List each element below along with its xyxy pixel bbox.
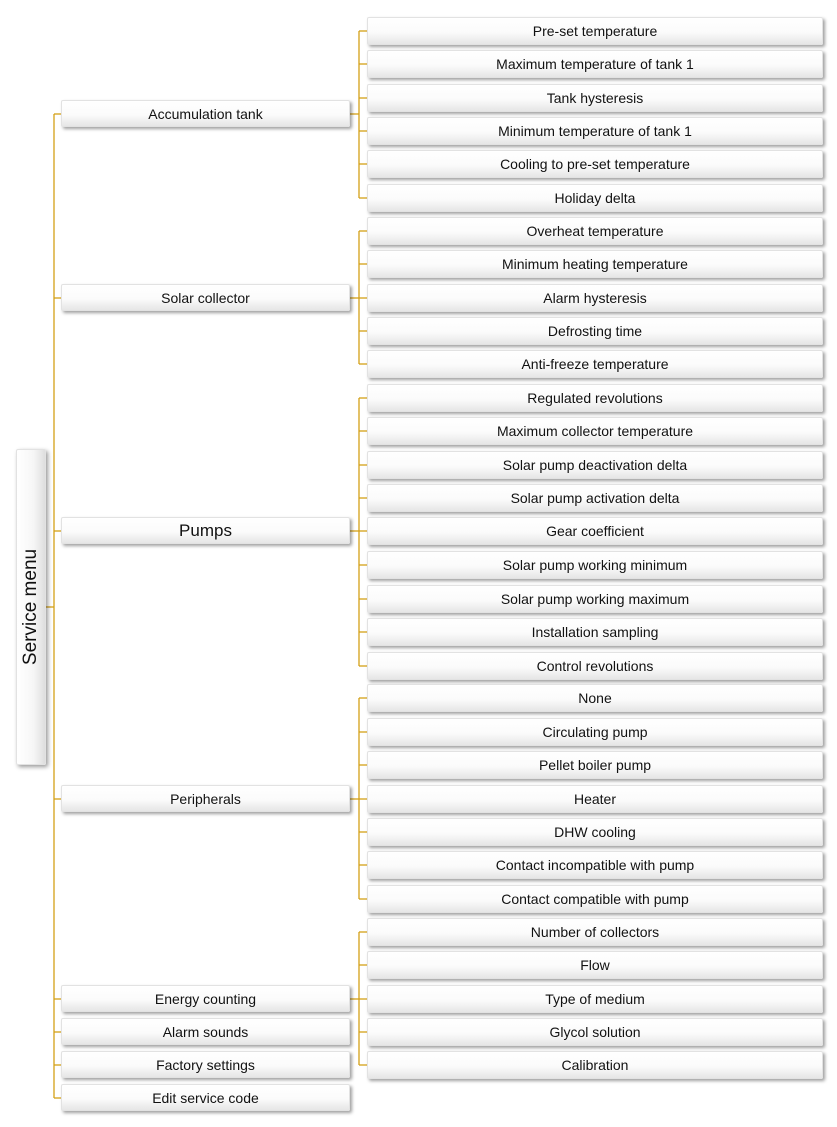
menu-node-factory-settings[interactable] [61,1051,350,1078]
leaf-label: Cooling to pre-set temperature [500,156,690,172]
menu-label: Factory settings [156,1056,255,1073]
leaf-label: Solar pump activation delta [510,490,680,506]
menu-label: Solar collector [161,289,250,306]
leaf-glycol-solution[interactable] [367,1018,823,1046]
menu-label: Accumulation tank [148,105,263,122]
menu-node-edit-service-code[interactable] [61,1084,350,1111]
leaf-alarm-hysteresis[interactable] [367,284,823,312]
leaf-circulating-pump[interactable] [367,718,823,746]
leaf-label: Glycol solution [549,1024,641,1040]
leaf-label: Defrosting time [547,323,643,339]
leaf-none[interactable] [367,684,823,712]
leaf-label: Solar pump working maximum [500,591,690,607]
leaf-label: Maximum temperature of tank 1 [496,56,694,72]
leaf-label: DHW cooling [554,824,636,840]
leaf-label: Pre-set temperature [532,23,658,39]
leaf-contact-incompatible-with-pump[interactable] [367,851,823,879]
leaf-label: Holiday delta [554,190,636,206]
leaf-solar-pump-working-maximum[interactable] [367,585,823,613]
menu-label: Peripherals [170,790,241,807]
menu-node-alarm-sounds[interactable] [61,1018,350,1045]
leaf-label: Overheat temperature [526,223,664,239]
root-node-service-menu[interactable] [16,449,46,765]
leaf-holiday-delta[interactable] [367,184,823,212]
leaf-label: Anti-freeze temperature [521,356,669,372]
leaf-label: Solar pump working minimum [502,557,688,573]
leaf-pre-set-temperature[interactable] [367,17,823,45]
leaf-installation-sampling[interactable] [367,618,823,646]
menu-node-pumps[interactable] [61,517,350,544]
leaf-label: Pellet boiler pump [538,757,652,773]
leaf-label: Type of medium [545,991,645,1007]
leaf-label: Gear coefficient [546,523,644,539]
leaf-label: Maximum collector temperature [496,423,694,439]
leaf-contact-compatible-with-pump[interactable] [367,885,823,913]
leaf-maximum-temperature-of-tank-1[interactable] [367,50,823,78]
leaf-flow[interactable] [367,951,823,979]
menu-label: Pumps [179,520,232,540]
leaf-defrosting-time[interactable] [367,317,823,345]
leaf-label: None [578,690,612,706]
leaf-maximum-collector-temperature[interactable] [367,417,823,445]
leaf-dhw-cooling[interactable] [367,818,823,846]
leaf-anti-freeze-temperature[interactable] [367,350,823,378]
leaf-label: Minimum temperature of tank 1 [498,123,692,139]
leaf-label: Installation sampling [531,624,659,640]
leaf-label: Heater [573,791,617,807]
menu-label: Edit service code [152,1089,259,1106]
leaf-label: Contact compatible with pump [501,891,689,907]
leaf-pellet-boiler-pump[interactable] [367,751,823,779]
leaf-label: Regulated revolutions [527,390,663,406]
menu-node-solar-collector[interactable] [61,284,350,311]
leaf-control-revolutions[interactable] [367,652,823,680]
leaf-solar-pump-activation-delta[interactable] [367,484,823,512]
leaf-label: Circulating pump [542,724,648,740]
leaf-minimum-heating-temperature[interactable] [367,250,823,278]
leaf-type-of-medium[interactable] [367,985,823,1013]
menu-node-peripherals[interactable] [61,785,350,812]
root-label: Service menu [20,548,42,666]
leaf-tank-hysteresis[interactable] [367,84,823,112]
leaf-label: Tank hysteresis [546,90,644,106]
leaf-label: Flow [580,957,610,973]
leaf-label: Calibration [561,1057,629,1073]
leaf-heater[interactable] [367,785,823,813]
leaf-overheat-temperature[interactable] [367,217,823,245]
menu-label: Energy counting [154,990,257,1007]
leaf-label: Number of collectors [530,924,660,940]
menu-node-energy-counting[interactable] [61,985,350,1012]
leaf-label: Minimum heating temperature [502,256,688,272]
leaf-label: Control revolutions [536,658,654,674]
leaf-minimum-temperature-of-tank-1[interactable] [367,117,823,145]
leaf-solar-pump-working-minimum[interactable] [367,551,823,579]
leaf-regulated-revolutions[interactable] [367,384,823,412]
menu-label: Alarm sounds [162,1023,249,1040]
leaf-label: Contact incompatible with pump [495,857,695,873]
leaf-calibration[interactable] [367,1051,823,1079]
leaf-number-of-collectors[interactable] [367,918,823,946]
leaf-gear-coefficient[interactable] [367,517,823,545]
menu-node-accumulation-tank[interactable] [61,100,350,127]
leaf-cooling-to-pre-set-temperature[interactable] [367,150,823,178]
leaf-label: Alarm hysteresis [543,290,647,306]
leaf-solar-pump-deactivation-delta[interactable] [367,451,823,479]
leaf-label: Solar pump deactivation delta [502,457,688,473]
